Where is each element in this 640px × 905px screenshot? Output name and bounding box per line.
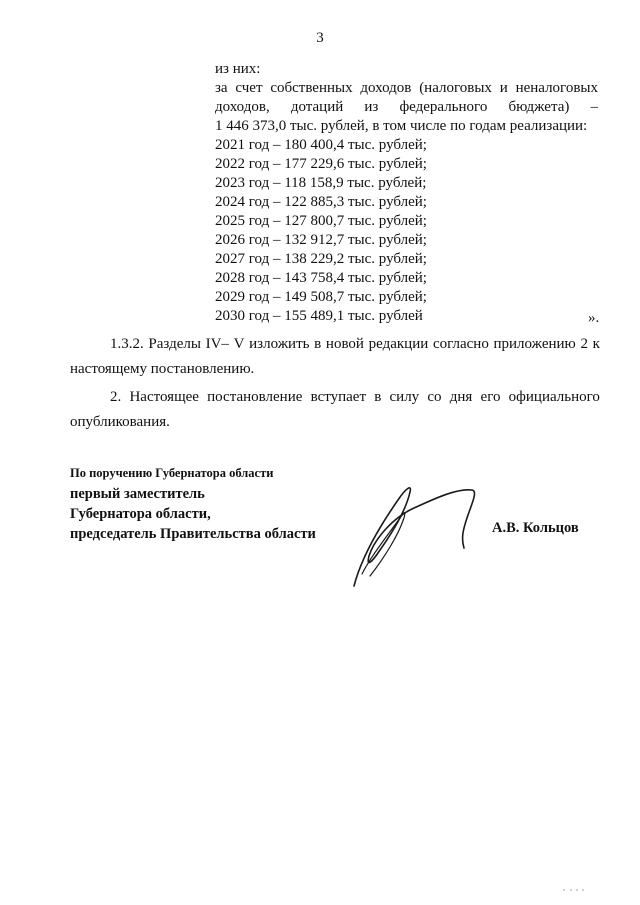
paragraph-second-line: опубликования. bbox=[70, 414, 170, 430]
word: счет bbox=[235, 80, 263, 96]
paragraph-second-line: настоящему постановлению. bbox=[70, 361, 255, 377]
paragraph-first-line bbox=[70, 332, 600, 357]
funding-year-2028: 2028 год – 143 758,4 тыс. рублей; bbox=[215, 270, 427, 286]
position-line-3: председатель Правительства области bbox=[70, 526, 316, 542]
word: неналоговых bbox=[515, 80, 598, 96]
funding-year-2021: 2021 год – 180 400,4 тыс. рублей; bbox=[215, 137, 427, 153]
word: дотаций bbox=[290, 99, 344, 115]
paragraph-first-line bbox=[70, 385, 600, 410]
funding-year-2027: 2027 год – 138 229,2 тыс. рублей; bbox=[215, 251, 427, 267]
word: V bbox=[233, 336, 245, 352]
word: со bbox=[427, 389, 442, 405]
word: доходов bbox=[360, 80, 412, 96]
funding-block bbox=[215, 60, 598, 326]
word: 2. bbox=[110, 389, 122, 405]
position-line-1: первый заместитель bbox=[70, 486, 205, 502]
paragraph-2 bbox=[70, 385, 600, 435]
word: 1.3.2. bbox=[110, 336, 144, 352]
word: (налоговых bbox=[419, 80, 492, 96]
word: официального bbox=[508, 389, 600, 405]
position-line-2: Губернатора области, bbox=[70, 506, 211, 522]
funding-year-2022: 2022 год – 177 229,6 тыс. рублей; bbox=[215, 156, 427, 172]
word: доходов, bbox=[215, 99, 270, 115]
word: в bbox=[374, 389, 382, 405]
funding-year-2023: 2023 год – 118 158,9 тыс. рублей; bbox=[215, 175, 427, 191]
word: собственных bbox=[270, 80, 353, 96]
word: редакции bbox=[368, 336, 429, 352]
funding-year-2029: 2029 год – 149 508,7 тыс. рублей; bbox=[215, 289, 427, 305]
word: изложить bbox=[249, 336, 310, 352]
word: – bbox=[590, 99, 598, 115]
word: силу bbox=[389, 389, 420, 405]
funding-year-2026: 2026 год – 132 912,7 тыс. рублей; bbox=[215, 232, 427, 248]
scan-mark-icon bbox=[562, 888, 586, 892]
funding-subsidies-line bbox=[215, 98, 598, 117]
funding-year-2024: 2024 год – 122 885,3 тыс. рублей; bbox=[215, 194, 427, 210]
word: дня bbox=[449, 389, 473, 405]
word: федерального bbox=[399, 99, 488, 115]
funding-own-sources-line bbox=[215, 79, 598, 98]
word: и bbox=[499, 80, 508, 96]
word: за bbox=[215, 80, 228, 96]
word: бюджета) bbox=[508, 99, 570, 115]
word: к bbox=[592, 336, 600, 352]
word: приложению bbox=[493, 336, 576, 352]
word: новой bbox=[325, 336, 364, 352]
on-behalf-label: По поручению Губернатора области bbox=[70, 466, 274, 480]
paragraph-1-3-2 bbox=[70, 332, 600, 382]
handwritten-signature bbox=[340, 478, 490, 593]
funding-intro: из них: bbox=[215, 61, 261, 77]
funding-year-2025: 2025 год – 127 800,7 тыс. рублей; bbox=[215, 213, 427, 229]
page-number: 3 bbox=[316, 30, 324, 46]
word: 2 bbox=[580, 336, 588, 352]
word: согласно bbox=[432, 336, 489, 352]
word: Разделы bbox=[148, 336, 201, 352]
word: Настоящее bbox=[129, 389, 199, 405]
word: из bbox=[364, 99, 379, 115]
word: постановление bbox=[207, 389, 303, 405]
funding-total: 1 446 373,0 тыс. рублей, в том числе по годам реализации: bbox=[215, 118, 588, 134]
word: IV– bbox=[205, 336, 229, 352]
word: его bbox=[480, 389, 501, 405]
word: вступает bbox=[310, 389, 367, 405]
signatory-block bbox=[70, 462, 316, 544]
closing-quote: ». bbox=[588, 310, 600, 326]
signatory-name: А.В. Кольцов bbox=[492, 520, 579, 536]
word: в bbox=[314, 336, 322, 352]
funding-year-2030: 2030 год – 155 489,1 тыс. рублей bbox=[215, 308, 423, 324]
signature-stroke bbox=[354, 488, 475, 586]
